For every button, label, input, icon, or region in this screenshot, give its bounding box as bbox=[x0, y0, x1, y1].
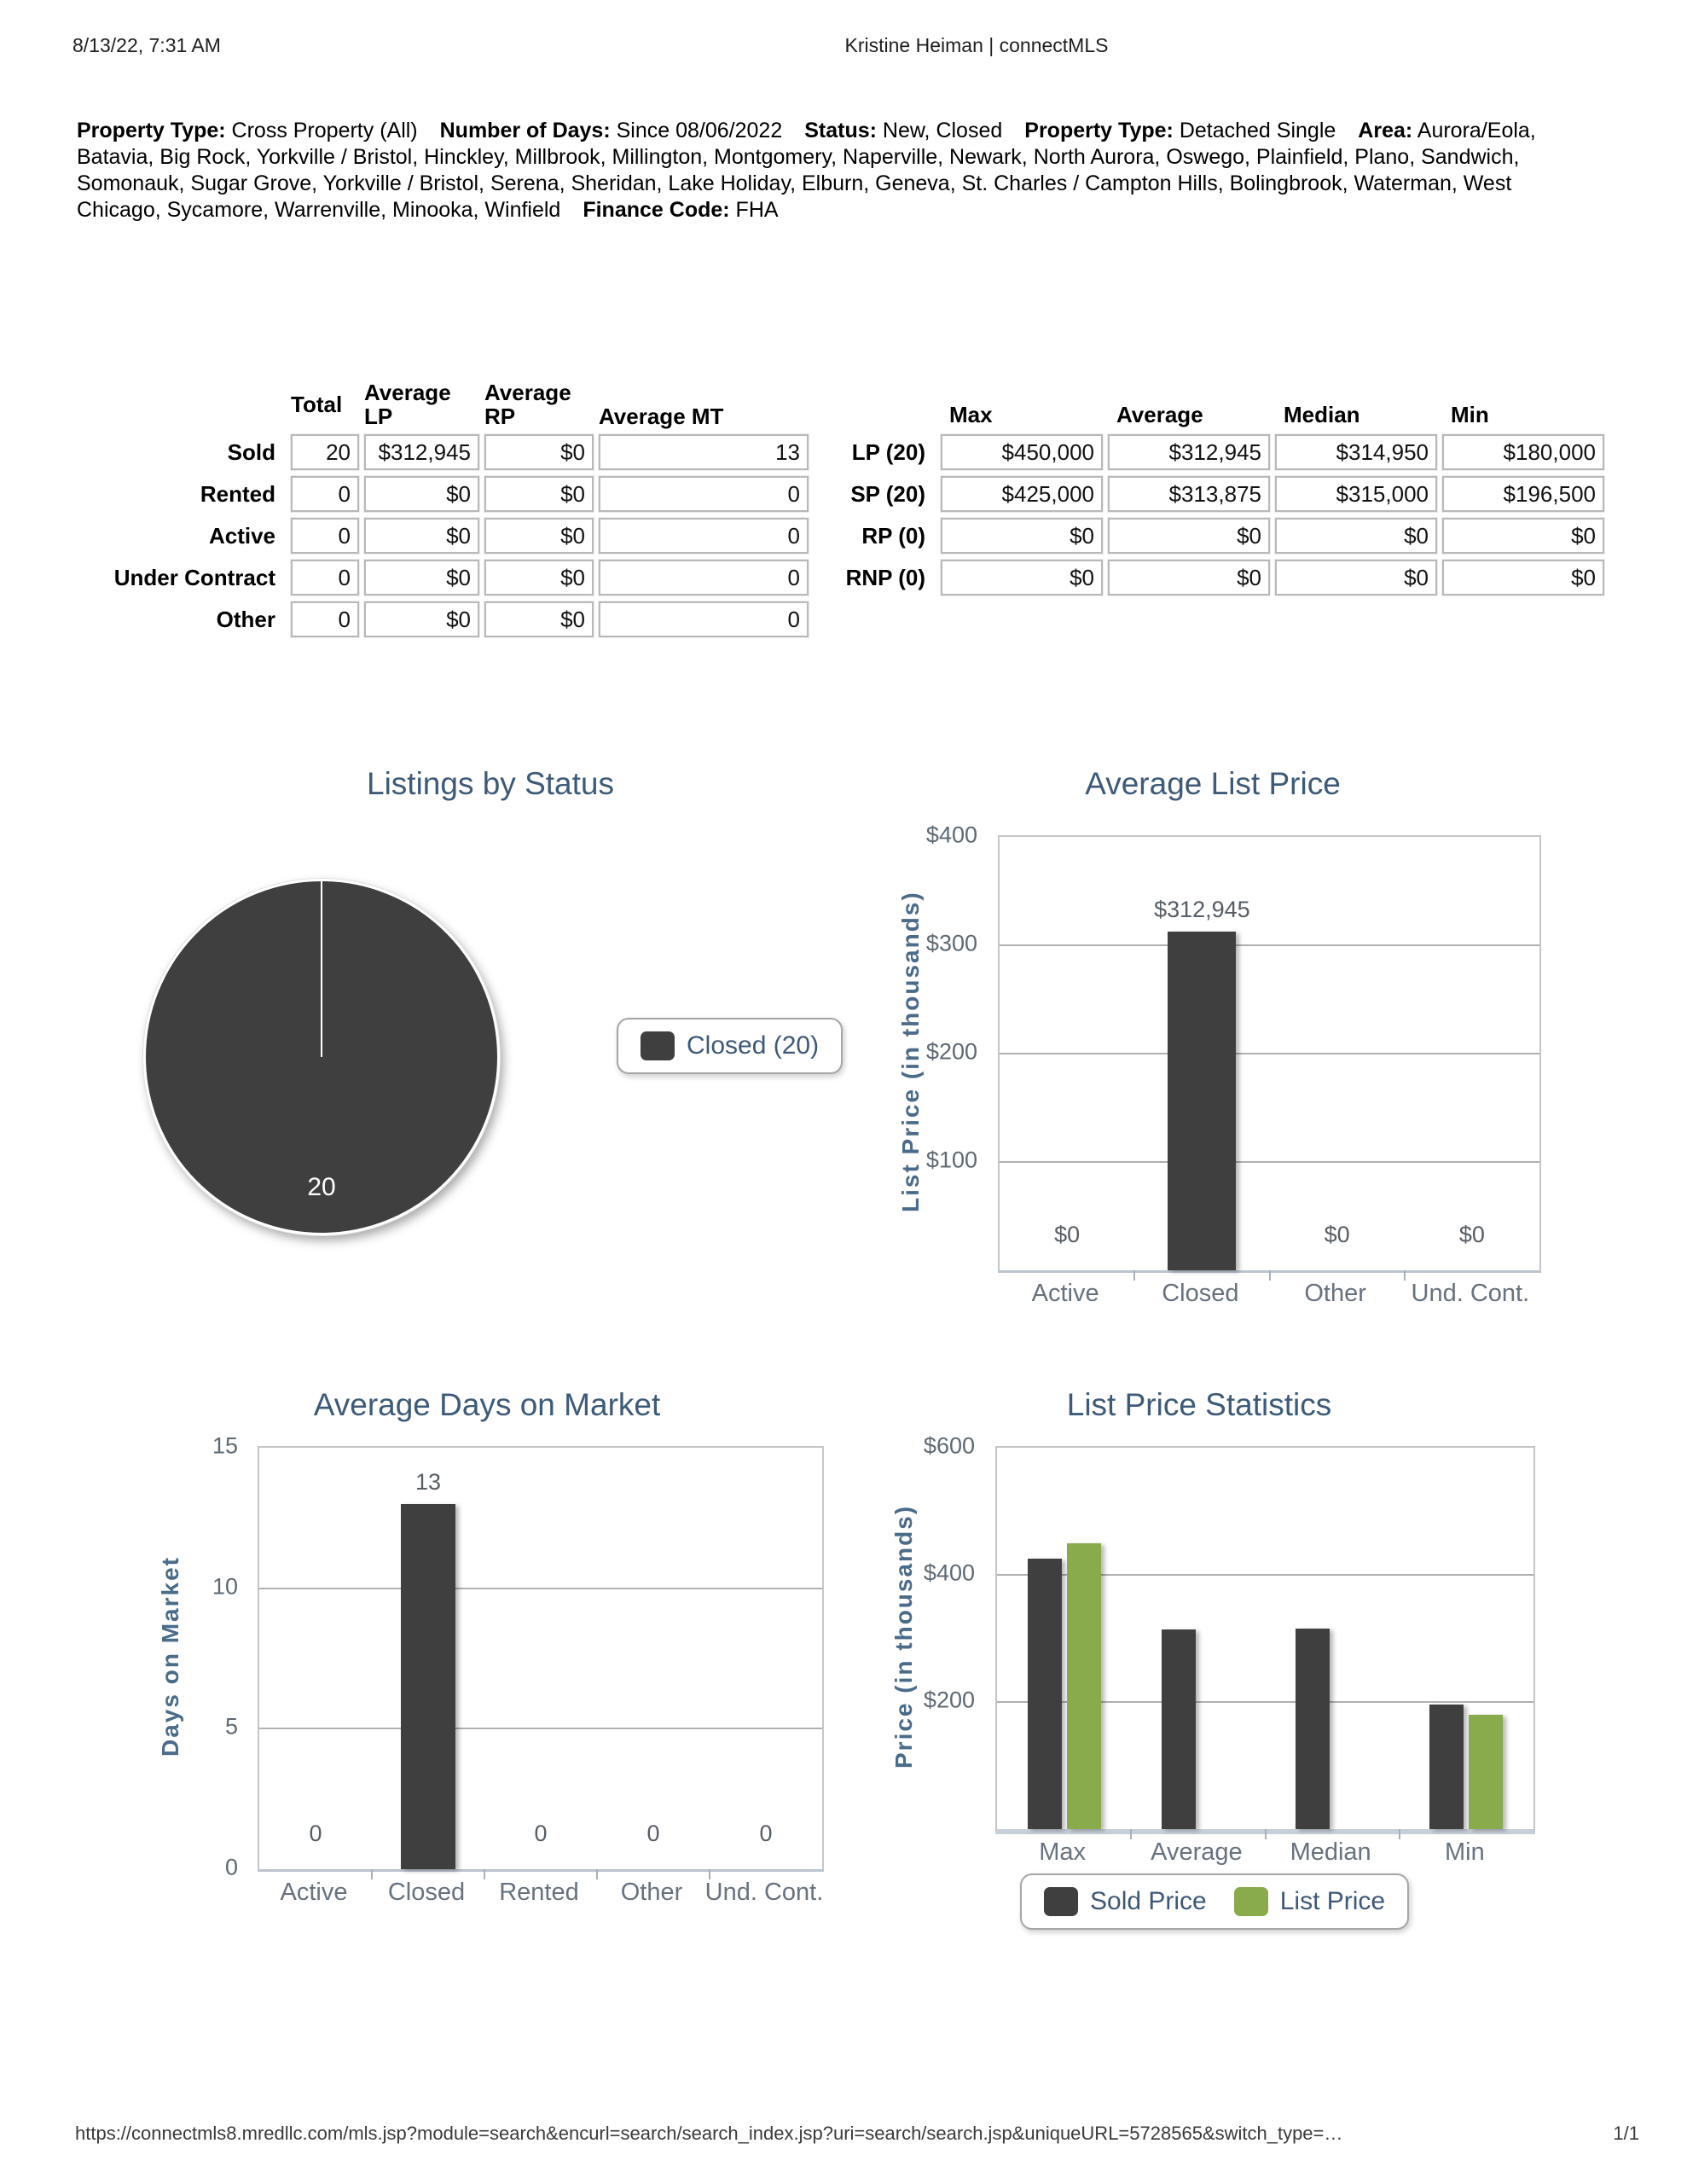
criteria-label: Property Type: bbox=[1024, 119, 1174, 142]
criteria-value: FHA bbox=[735, 198, 779, 222]
y-tick-label: $400 bbox=[925, 822, 977, 848]
bar bbox=[1162, 1629, 1196, 1829]
header-date: 8/13/22, 7:31 AM bbox=[72, 34, 221, 56]
y-tick-label: $400 bbox=[923, 1560, 975, 1586]
bar bbox=[1296, 1629, 1330, 1829]
column-header: Total bbox=[291, 392, 343, 417]
y-axis-ticks bbox=[867, 1432, 985, 1827]
header-title: Kristine Heiman | connectMLS bbox=[844, 34, 1109, 56]
table-cell: $0 bbox=[364, 476, 479, 512]
criteria-item bbox=[583, 198, 800, 222]
bar-value-label: 0 bbox=[534, 1821, 548, 1846]
table-cell: 0 bbox=[291, 601, 359, 637]
plot-area bbox=[995, 1446, 1535, 1834]
table-corner bbox=[840, 427, 936, 428]
legend-swatch-list-price bbox=[1234, 1887, 1268, 1916]
table-cell: $0 bbox=[1108, 518, 1270, 554]
criteria-label: Status: bbox=[804, 119, 877, 142]
bar-value-label: $0 bbox=[1054, 1222, 1081, 1247]
table-cell: 0 bbox=[291, 476, 359, 512]
x-category-label: Min bbox=[1445, 1838, 1485, 1866]
gridline bbox=[259, 1728, 822, 1729]
row-label: RP (0) bbox=[861, 523, 925, 549]
axis-tick bbox=[1404, 1270, 1406, 1281]
table-cell: $0 bbox=[484, 560, 594, 595]
price-statistics-table bbox=[840, 375, 1604, 595]
row-label: Rented bbox=[200, 481, 275, 507]
column-header: Max bbox=[949, 402, 993, 427]
y-tick-label: $100 bbox=[925, 1147, 977, 1173]
column-header: Average LP bbox=[364, 380, 451, 429]
x-category-label: Und. Cont. bbox=[704, 1879, 824, 1906]
table-cell: $425,000 bbox=[941, 476, 1103, 512]
y-axis-ticks bbox=[878, 822, 988, 1269]
y-tick-label: $300 bbox=[925, 930, 977, 956]
pie-slice-closed bbox=[143, 879, 500, 1235]
criteria-label: Number of Days: bbox=[439, 119, 611, 142]
table-cell: $180,000 bbox=[1442, 434, 1604, 470]
listings-by-status-chart bbox=[77, 766, 904, 1312]
legend-swatch-sold-price bbox=[1044, 1887, 1078, 1916]
x-category-label: Other bbox=[620, 1879, 683, 1906]
bar-chart-legend bbox=[1020, 1873, 1409, 1930]
bar-value-label: $0 bbox=[1324, 1222, 1350, 1247]
chart-title: Listings by Status bbox=[367, 766, 614, 801]
row-label: RNP (0) bbox=[845, 565, 925, 590]
table-cell: 13 bbox=[599, 434, 809, 470]
row-label: Under Contract bbox=[113, 565, 275, 590]
table-cell: $0 bbox=[364, 601, 479, 637]
criteria-value: New, Closed bbox=[882, 119, 1003, 142]
column-header: Average MT bbox=[599, 404, 724, 429]
table-cell: $0 bbox=[364, 560, 479, 595]
y-axis-label: Price (in thousands) bbox=[890, 1504, 917, 1769]
legend-swatch-closed bbox=[641, 1031, 675, 1060]
bar-value-label: 13 bbox=[415, 1468, 442, 1495]
row-label: Other bbox=[216, 607, 275, 632]
pie-slice-separator bbox=[321, 881, 322, 1057]
bar-value-label: $0 bbox=[1458, 1222, 1485, 1247]
criteria-value: Aurora/Eola, Batavia, Big Rock, Yorkville / Bristol, Hinckley, Millbrook, Millington, Montgomery, Naperville, Newark, North Aurora, Oswego, Plainfield, Plano, Sandwich, Somonauk, Sugar Grove, Yorkville / Bristol, Serena, Sheridan, Lake Holiday, Elburn, Geneva, St. Charles / Campton Hills, Bolingbrook, Waterman, West Chicago, Sycamore, Warrenville, Minooka, Winfield bbox=[77, 119, 1536, 222]
legend-label: List Price bbox=[1279, 1887, 1386, 1915]
x-category-label: Und. Cont. bbox=[1411, 1280, 1530, 1307]
y-tick-label: 10 bbox=[212, 1573, 238, 1600]
bar-value-label: 0 bbox=[646, 1821, 660, 1846]
table-cell: $196,500 bbox=[1442, 476, 1604, 512]
y-tick-label: 5 bbox=[224, 1713, 238, 1740]
x-category-label: Max bbox=[1039, 1838, 1087, 1866]
chart-title: Average Days on Market bbox=[313, 1387, 661, 1422]
bar-value-label: $312,945 bbox=[1154, 896, 1250, 922]
column-header: Median bbox=[1284, 402, 1360, 427]
x-category-label: Active bbox=[1031, 1280, 1099, 1307]
plot-area bbox=[998, 835, 1541, 1273]
table-cell: 0 bbox=[599, 476, 809, 512]
table-cell: $0 bbox=[1275, 560, 1437, 595]
chart-title: Average List Price bbox=[1085, 766, 1341, 801]
axis-tick bbox=[1269, 1270, 1271, 1281]
row-label: SP (20) bbox=[850, 481, 925, 507]
x-category-label: Average bbox=[1151, 1838, 1243, 1866]
table-cell: $312,945 bbox=[1108, 434, 1270, 470]
table-cell: $0 bbox=[1442, 518, 1604, 554]
x-category-label: Closed bbox=[387, 1879, 466, 1906]
bar bbox=[1168, 932, 1236, 1270]
table-cell: $0 bbox=[364, 518, 479, 554]
bar bbox=[401, 1504, 455, 1869]
list-price-statistics-chart bbox=[867, 1387, 1574, 1984]
table-cell: $0 bbox=[484, 476, 594, 512]
search-criteria bbox=[77, 118, 1598, 224]
criteria-item bbox=[804, 119, 1024, 142]
x-category-label: Closed bbox=[1162, 1280, 1239, 1307]
bar bbox=[1067, 1543, 1101, 1829]
criteria-label: Finance Code: bbox=[583, 198, 730, 222]
row-label: Active bbox=[208, 523, 275, 549]
y-axis-ticks bbox=[154, 1432, 248, 1880]
table-cell: 0 bbox=[599, 601, 809, 637]
listing-status-summary-table bbox=[81, 375, 809, 637]
table-cell: $312,945 bbox=[364, 434, 479, 470]
criteria-item bbox=[1024, 119, 1358, 142]
table-cell: 20 bbox=[291, 434, 359, 470]
gridline bbox=[259, 1588, 822, 1589]
footer-url: https://connectmls8.mredllc.com/mls.jsp?module=search&encurl=search/search_index.jsp?uri=search/search.jsp&uniqueURL=5728565&switch_type=… bbox=[75, 2123, 1343, 2144]
table-cell: $0 bbox=[484, 601, 594, 637]
y-axis-label: Days on Market bbox=[157, 1556, 183, 1757]
criteria-value: Detached Single bbox=[1179, 119, 1336, 142]
table-cell: $313,875 bbox=[1108, 476, 1270, 512]
criteria-item bbox=[77, 119, 440, 142]
table-cell: 0 bbox=[291, 518, 359, 554]
table-cell: 0 bbox=[599, 518, 809, 554]
y-tick-label: 0 bbox=[224, 1854, 238, 1880]
y-tick-label: $200 bbox=[923, 1687, 975, 1713]
x-category-label: Active bbox=[280, 1879, 348, 1906]
axis-tick bbox=[1130, 1829, 1132, 1839]
criteria-value: Cross Property (All) bbox=[231, 119, 418, 142]
row-label: LP (20) bbox=[851, 439, 925, 465]
pie-legend bbox=[617, 1018, 843, 1074]
bar bbox=[1429, 1705, 1464, 1829]
axis-tick bbox=[1265, 1829, 1267, 1839]
table-cell: $314,950 bbox=[1275, 434, 1437, 470]
y-tick-label: $600 bbox=[923, 1432, 975, 1459]
table-cell: $0 bbox=[484, 434, 594, 470]
average-list-price-chart bbox=[878, 766, 1586, 1380]
x-category-label: Other bbox=[1304, 1280, 1366, 1307]
legend-label: Sold Price bbox=[1090, 1887, 1207, 1915]
pie-value-label: 20 bbox=[307, 1173, 336, 1201]
axis-tick bbox=[1133, 1270, 1135, 1281]
row-label: Sold bbox=[227, 439, 275, 465]
gridline bbox=[1000, 1161, 1539, 1163]
axis-tick bbox=[1399, 1829, 1400, 1839]
bar-value-label: 0 bbox=[309, 1821, 322, 1846]
table-cell: $0 bbox=[1442, 560, 1604, 595]
table-cell: $0 bbox=[941, 518, 1103, 554]
chart-title: List Price Statistics bbox=[1066, 1387, 1332, 1422]
table-cell: 0 bbox=[291, 560, 359, 595]
y-tick-label: $200 bbox=[925, 1038, 977, 1065]
average-days-on-market-chart bbox=[154, 1387, 836, 1984]
criteria-item bbox=[440, 119, 805, 142]
table-cell: $315,000 bbox=[1275, 476, 1437, 512]
gridline bbox=[1000, 944, 1539, 946]
y-tick-label: 15 bbox=[212, 1432, 238, 1459]
criteria-label: Area: bbox=[1358, 119, 1413, 142]
table-cell: $0 bbox=[941, 560, 1103, 595]
bar bbox=[1469, 1715, 1503, 1829]
column-header: Average bbox=[1116, 402, 1203, 427]
plot-area bbox=[258, 1446, 824, 1872]
criteria-label: Property Type: bbox=[77, 119, 226, 142]
criteria-value: Since 08/06/2022 bbox=[616, 119, 783, 142]
table-cell: $0 bbox=[1275, 518, 1437, 554]
footer-page-indicator: 1/1 bbox=[1613, 2123, 1639, 2144]
bar-value-label: 0 bbox=[759, 1821, 773, 1846]
x-category-label: Rented bbox=[499, 1879, 579, 1906]
column-header: Min bbox=[1451, 402, 1489, 427]
legend-label: Closed (20) bbox=[687, 1031, 820, 1060]
table-cell: $0 bbox=[484, 518, 594, 554]
table-cell: $450,000 bbox=[941, 434, 1103, 470]
table-cell: $0 bbox=[1108, 560, 1270, 595]
gridline bbox=[1000, 1053, 1539, 1054]
bar bbox=[1028, 1559, 1062, 1829]
table-cell: 0 bbox=[599, 560, 809, 595]
x-category-label: Median bbox=[1290, 1838, 1371, 1866]
column-header: Average RP bbox=[484, 380, 571, 429]
y-axis-label: List Price (in thousands) bbox=[897, 891, 924, 1213]
